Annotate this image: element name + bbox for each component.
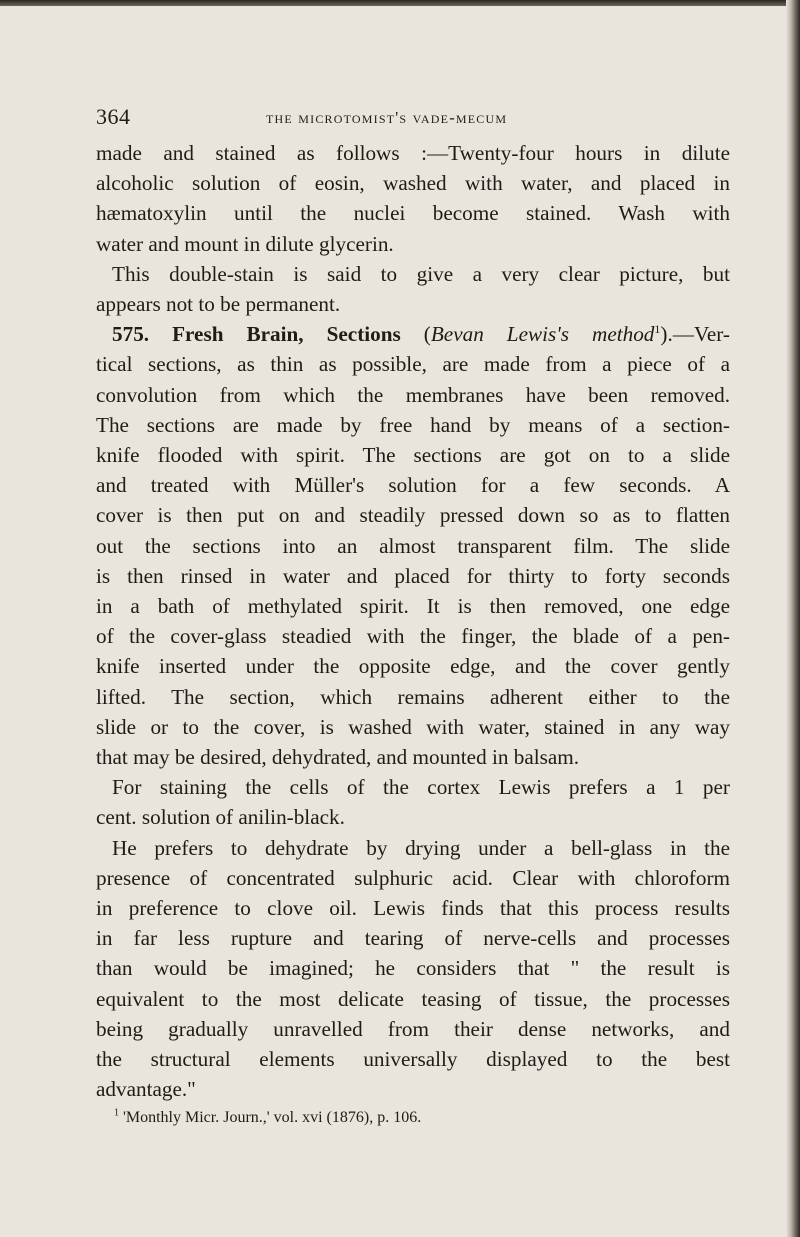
text-line: slide or to the cover, is washed with water, stained in any way: [96, 714, 730, 739]
text-line: water and mount in dilute glycerin.: [96, 231, 394, 256]
text-line: appears not to be permanent.: [96, 292, 341, 317]
text-line: hæmatoxylin until the nuclei become stained. Wash with: [96, 201, 730, 226]
page-number: 364: [96, 104, 131, 129]
running-head: [0, 104, 786, 134]
text-line: knife inserted under the opposite edge, and the cover gently: [96, 654, 730, 679]
footnote-text: 'Monthly Micr. Journ.,' vol. xvi (1876), p. 106.: [123, 1108, 422, 1126]
text-line: is then rinsed in water and placed for thirty to forty seconds: [96, 563, 730, 588]
text-line: than would be imagined; he considers that " the result is: [96, 956, 730, 981]
citation-close: ).—Ver-: [660, 322, 730, 347]
text-line: in preference to clove oil. Lewis finds that this process results: [96, 896, 730, 921]
body-text: [96, 138, 730, 1129]
citation-open: (: [423, 322, 431, 347]
footnote-mark: 1: [114, 1107, 119, 1119]
section-number: 575.: [112, 322, 150, 347]
footnote-reference: 1: [654, 322, 661, 337]
text-line: He prefers to dehydrate by drying under a bell-glass in the: [112, 835, 730, 860]
section-575-heading-line: [96, 319, 730, 349]
text-line: presence of concentrated sulphuric acid. Clear with chloroform: [96, 865, 730, 890]
running-head-title: the microtomist's vade-mecum: [266, 108, 508, 127]
text-line: This double-stain is said to give a very clear picture, but: [112, 261, 730, 286]
text-line: that may be desired, dehydrated, and mounted in balsam.: [96, 745, 580, 770]
text-line: cover is then put on and steadily pressed down so as to flatten: [96, 503, 730, 528]
text-line: knife flooded with spirit. The sections are got on to a slide: [96, 443, 730, 468]
text-line: in a bath of methylated spirit. It is then removed, one edge: [96, 594, 730, 619]
scan-edge-right: [786, 0, 800, 1237]
text-line: out the sections into an almost transparent film. The slide: [96, 533, 730, 558]
text-line: being gradually unravelled from their dense networks, and: [96, 1016, 730, 1041]
citation: Bevan Lewis's method: [430, 322, 655, 347]
text-line: The sections are made by free hand by means of a section-: [96, 412, 730, 437]
text-line: the structural elements universally displayed to the best: [96, 1047, 730, 1072]
text-line: cent. solution of anilin-black.: [96, 805, 345, 830]
text-line: and treated with Müller's solution for a few seconds. A: [96, 473, 730, 498]
text-line: advantage.": [96, 1077, 196, 1102]
text-line: alcoholic solution of eosin, washed with water, and placed in: [96, 171, 730, 196]
text-line: equivalent to the most delicate teasing of tissue, the processes: [96, 986, 730, 1011]
footnote: [96, 1107, 730, 1129]
text-line: For staining the cells of the cortex Lewis prefers a 1 per: [112, 775, 730, 800]
section-heading: Fresh Brain, Sections: [172, 322, 401, 347]
text-line: made and stained as follows :—Twenty-four hours in dilute: [96, 141, 730, 165]
text-line: in far less rupture and tearing of nerve-cells and processes: [96, 926, 730, 951]
text-line: lifted. The section, which remains adherent either to the: [96, 684, 730, 709]
text-line: convolution from which the membranes have been removed.: [96, 382, 730, 407]
text-line: tical sections, as thin as possible, are made from a piece of a: [96, 352, 730, 377]
text-line: of the cover-glass steadied with the finger, the blade of a pen-: [96, 624, 730, 649]
